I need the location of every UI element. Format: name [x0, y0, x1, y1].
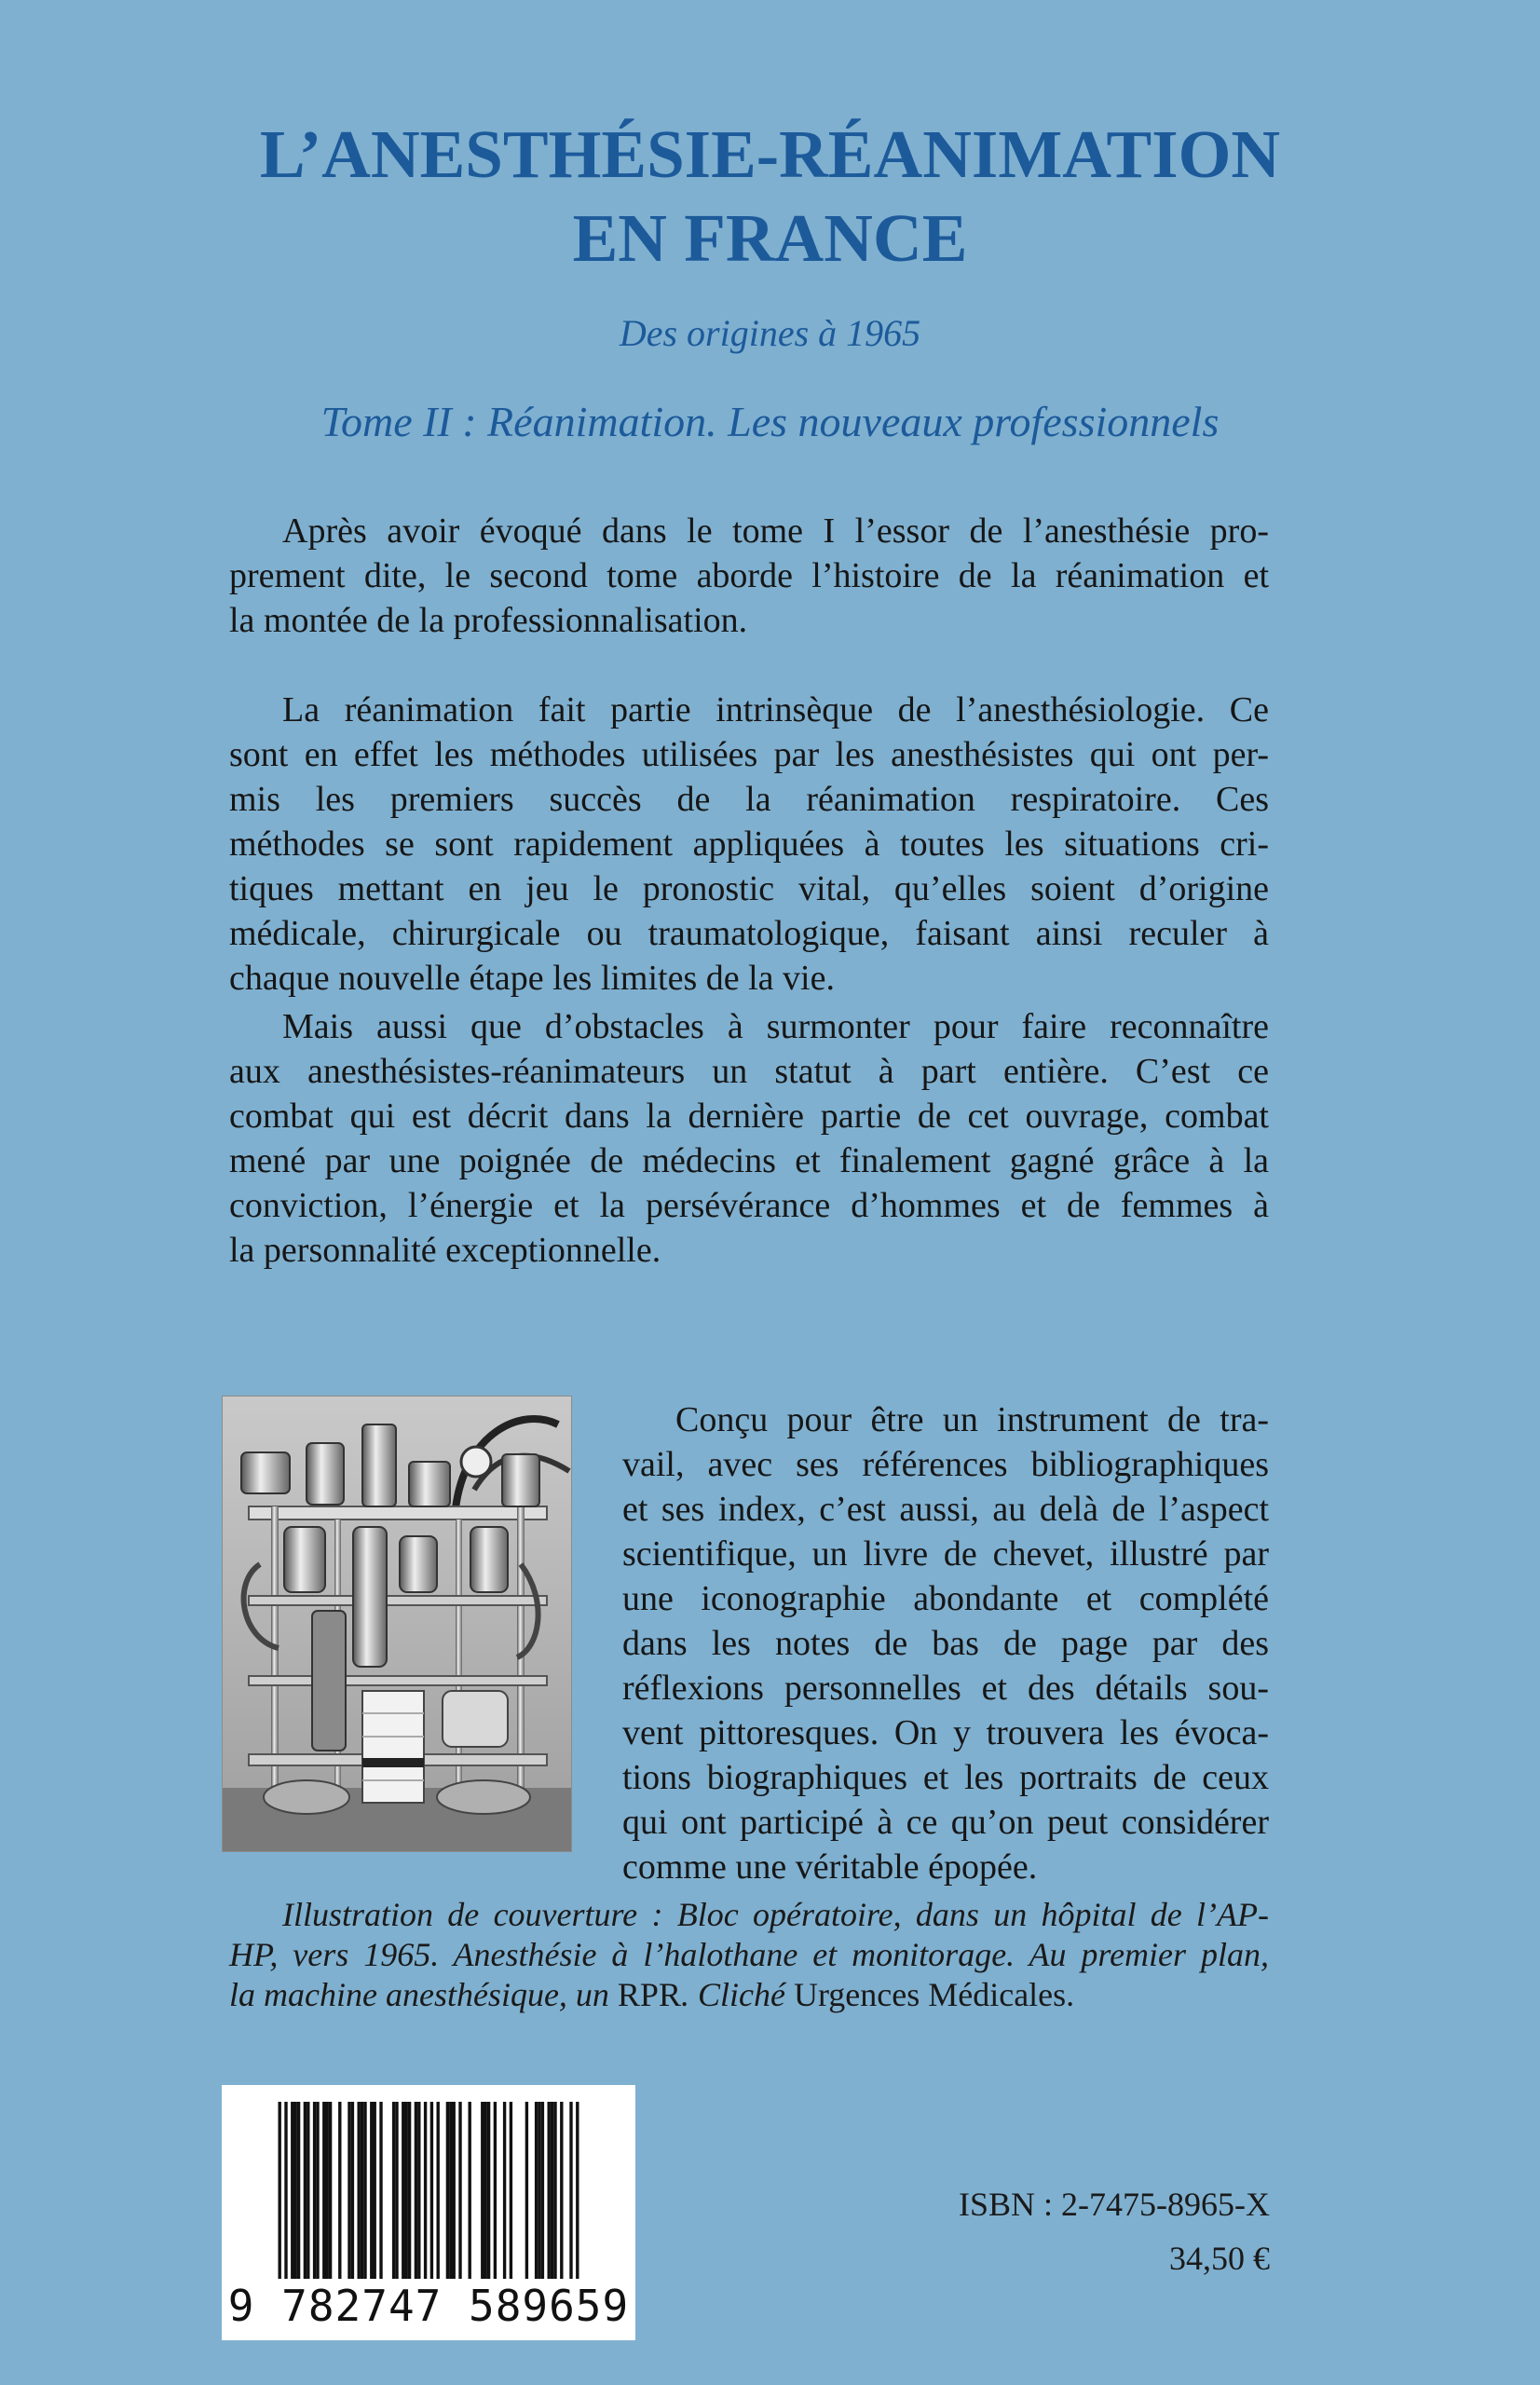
- paragraph-line: mené par une poignée de médecins et finalement gagné grâce à la: [229, 1141, 1269, 1180]
- caption-credit: Urgences Médicales.: [793, 1976, 1075, 2013]
- barcode-bar: [279, 2102, 281, 2279]
- barcode-bar: [541, 2102, 544, 2279]
- paragraph-line: tions biographiques et les portraits de ceux: [622, 1758, 1269, 1797]
- barcode-bar: [316, 2102, 319, 2279]
- book-title-line-2: EN FRANCE: [572, 200, 968, 276]
- barcode-bar: [569, 2102, 572, 2279]
- caption-rpr: RPR: [617, 1976, 681, 2013]
- barcode-bar: [430, 2102, 433, 2279]
- barcode-bar: [408, 2102, 411, 2279]
- anesthesia-machine-photo: [222, 1396, 572, 1852]
- paragraph-line: conviction, l’énergie et la persévérance d’hommes et de femmes à: [229, 1186, 1269, 1225]
- barcode-bar: [494, 2102, 497, 2279]
- barcode-bar: [284, 2102, 287, 2279]
- cover-illustration-caption: [229, 1895, 1269, 2015]
- barcode-bar: [576, 2102, 579, 2279]
- barcode-bar: [329, 2102, 332, 2279]
- barcode-bar: [304, 2102, 307, 2279]
- barcode-bar: [294, 2102, 297, 2279]
- barcode: [222, 2085, 635, 2340]
- barcode-bar: [548, 2102, 551, 2279]
- paragraph-2: [229, 688, 1269, 1001]
- barcode-bar: [424, 2102, 427, 2279]
- barcode-bar: [510, 2102, 512, 2279]
- barcode-bar: [358, 2102, 361, 2279]
- paragraph-line: dans les notes de bas de page par des: [622, 1624, 1269, 1663]
- price: 34,50 €: [1169, 2240, 1270, 2277]
- book-title-line-1: L’ANESTHÉSIE-RÉANIMATION: [259, 116, 1281, 192]
- isbn-number: ISBN : 2-7475-8965-X: [959, 2186, 1270, 2223]
- barcode-bar: [535, 2102, 538, 2279]
- paragraph-line: combat qui est décrit dans la dernière partie de cet ouvrage, combat: [229, 1097, 1269, 1136]
- barcode-bar: [415, 2102, 417, 2279]
- book-subtitle: Des origines à 1965: [619, 312, 921, 354]
- barcode-bar: [363, 2102, 366, 2279]
- paragraph-1: [229, 509, 1269, 643]
- barcode-bar: [481, 2102, 484, 2279]
- barcode-bar: [307, 2102, 309, 2279]
- paragraph-line: la personnalité exceptionnelle.: [229, 1231, 661, 1270]
- paragraph-line: vail, avec ses références bibliographiques: [622, 1445, 1269, 1484]
- paragraph-line: une iconographie abondante et complété: [622, 1579, 1269, 1618]
- barcode-bar: [395, 2102, 398, 2279]
- paragraph-line: Après avoir évoqué dans le tome I l’essor de l’anesthésie pro-: [282, 511, 1269, 551]
- anesthesia-machine-illustration: [223, 1397, 571, 1851]
- barcode-bar: [487, 2102, 490, 2279]
- paragraph-line: qui ont participé à ce qu’on peut considérer: [622, 1803, 1269, 1842]
- barcode-bar: [553, 2102, 556, 2279]
- barcode-bar: [322, 2102, 325, 2279]
- barcode-bar: [417, 2102, 420, 2279]
- barcode-bar: [453, 2102, 456, 2279]
- caption-italic-text: la machine anesthésique, un: [229, 1976, 618, 2013]
- paragraph-line: scientifique, un livre de chevet, illustré par: [622, 1534, 1269, 1574]
- caption-line: [229, 1975, 1269, 2015]
- paragraph-3: [229, 1004, 1269, 1273]
- barcode-bar: [449, 2102, 452, 2279]
- barcode-bar: [297, 2102, 300, 2279]
- paragraph-line: vent pittoresques. On y trouvera les évoca-: [622, 1713, 1269, 1752]
- barcode-digits: 9 782747 589659: [227, 2281, 630, 2331]
- caption-line: Illustration de couverture : Bloc opératoire, dans un hôpital de l’AP-: [282, 1896, 1269, 1933]
- barcode-bar: [348, 2102, 350, 2279]
- barcode-bar: [351, 2102, 354, 2279]
- barcode-bar: [446, 2102, 449, 2279]
- paragraph-line: réflexions personnelles et des détails sou-: [622, 1669, 1269, 1708]
- paragraph-line: sont en effet les méthodes utilisées par les anesthésistes qui ont per-: [229, 735, 1269, 774]
- paragraph-line: mis les premiers succès de la réanimation respiratoire. Ces: [229, 780, 1269, 819]
- barcode-bar: [405, 2102, 408, 2279]
- paragraph-line: chaque nouvelle étape les limites de la vie.: [229, 959, 835, 998]
- barcode-bar: [538, 2102, 540, 2279]
- barcode-bar: [437, 2102, 440, 2279]
- barcode-bar: [392, 2102, 395, 2279]
- paragraph-line: La réanimation fait partie intrinsèque de l’anesthésiologie. Ce: [282, 690, 1269, 729]
- paragraph-line: méthodes se sont rapidement appliquées à toutes les situations cri-: [229, 825, 1269, 864]
- paragraph-line: Mais aussi que d’obstacles à surmonter pour faire reconnaître: [282, 1007, 1269, 1046]
- barcode-bar: [370, 2102, 373, 2279]
- barcode-bar: [338, 2102, 341, 2279]
- caption-line: HP, vers 1965. Anesthésie à l’halothane et monitorage. Au premier plan,: [229, 1936, 1269, 1973]
- paragraph-line: prement dite, le second tome aborde l’histoire de la réanimation et: [229, 556, 1269, 595]
- paragraph-line: la montée de la professionnalisation.: [229, 601, 748, 640]
- barcode-bar: [503, 2102, 506, 2279]
- barcode-bar: [291, 2102, 293, 2279]
- paragraph-4: [622, 1397, 1269, 1889]
- barcode-bar: [402, 2102, 404, 2279]
- barcode-bar: [551, 2102, 553, 2279]
- barcode-bar: [313, 2102, 316, 2279]
- barcode-bar: [469, 2102, 471, 2279]
- barcode-bar: [361, 2102, 363, 2279]
- barcode-bars: [222, 2085, 635, 2283]
- paragraph-line: médicale, chirurgicale ou traumatologique, faisant ainsi reculer à: [229, 914, 1269, 953]
- barcode-bar: [484, 2102, 487, 2279]
- paragraph-line: aux anesthésistes-réanimateurs un statut à part entière. C’est ce: [229, 1052, 1269, 1091]
- paragraph-line: et ses index, c’est aussi, au delà de l’aspect: [622, 1490, 1269, 1529]
- barcode-bar: [379, 2102, 382, 2279]
- barcode-bar: [326, 2102, 329, 2279]
- barcode-bar: [560, 2102, 563, 2279]
- barcode-bar: [458, 2102, 461, 2279]
- barcode-bar: [525, 2102, 528, 2279]
- paragraph-line: Conçu pour être un instrument de tra-: [675, 1400, 1269, 1439]
- volume-title: Tome II : Réanimation. Les nouveaux professionnels: [320, 398, 1220, 445]
- paragraph-line: tiques mettant en jeu le pronostic vital, qu’elles soient d’origine: [229, 869, 1269, 908]
- barcode-bar: [374, 2102, 376, 2279]
- caption-cliche: . Cliché: [680, 1976, 794, 2013]
- paragraph-line: comme une véritable épopée.: [622, 1847, 1038, 1887]
